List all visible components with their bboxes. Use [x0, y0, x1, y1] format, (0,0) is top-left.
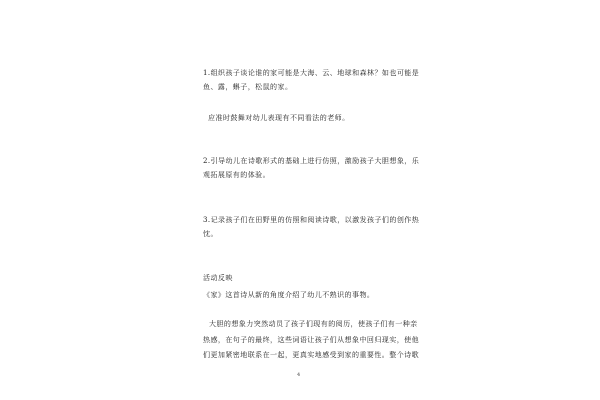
- page-number: 4: [297, 372, 301, 378]
- teacher-note: 应准时鼓舞对幼儿表现有不同看法的老师。: [208, 114, 350, 122]
- item3-line1: 3.记录孩子们在田野里的仿照和阅读诗歌，以激发孩子们的创作热: [203, 216, 420, 224]
- item2-line2: 观拓展原有的体验。: [203, 171, 271, 179]
- reflection-para-line3: 们更加紧密地联系在一起，更真实地感受到家的重要性。整个诗歌: [203, 351, 420, 359]
- reflection-para-line2: 热感，在句子的最终，这些词语让孩子们从想象中回归现实，使他: [203, 336, 420, 344]
- item3-line2: 忱。: [203, 230, 218, 238]
- item2-line1: 2.引导幼儿在诗歌形式的基础上进行仿照，激励孩子大胆想象，乐: [203, 157, 420, 165]
- reflection-para-line1: 大胆的想象力突然动员了孩子们现有的阅历，使孩子们有一种亲: [209, 320, 418, 328]
- item1-line2: 鱼、露，蝌子，松鼠的家。: [203, 83, 293, 91]
- item1-line1: 1.组织孩子谈论谁的家可能是大海、云、地球和森林？如也可能是: [203, 69, 420, 77]
- reflection-heading: 活动反映: [203, 274, 233, 282]
- reflection-summary: 《家》这首诗从新的角度介绍了幼儿不熟识的事物。: [203, 291, 375, 299]
